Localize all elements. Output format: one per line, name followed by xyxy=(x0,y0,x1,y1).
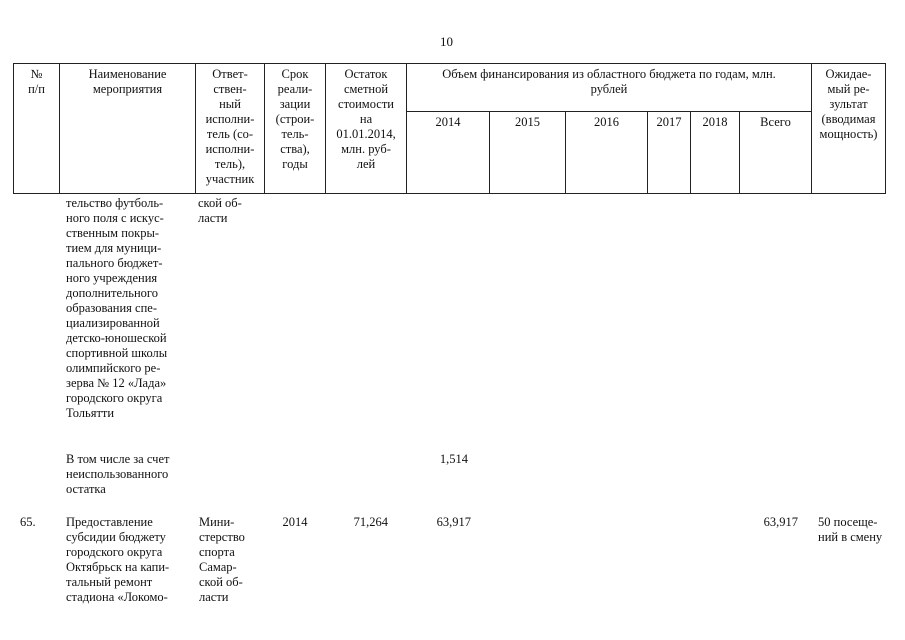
header-executor: Ответ- ствен- ный исполни- тель (со- исполни- тель), участник xyxy=(205,67,255,186)
row65-executor: Мини- стерство спорта Самар- ской об- ласти xyxy=(199,515,245,604)
header-result: Ожидае- мый ре- зультат (вводимая мощность) xyxy=(819,67,878,141)
sub-row-name: В том числе за счет неиспользованного остатка xyxy=(66,452,170,496)
header-year-2017: 2017 xyxy=(656,115,682,129)
cont-row-name: тельство футболь- ного поля с искус- ственным покры- тием для муници- пального бюджет- ного учреждения дополнительного образования спе- циализированной детско-юношеской спортивной школы олимпийского ре- зерва № 12 «Лада» городского округа Тольятти xyxy=(66,196,168,420)
header-year-2018: 2018 xyxy=(702,115,728,129)
cont-row-executor: ской об- ласти xyxy=(198,196,242,225)
row65-remaining: 71,264 xyxy=(353,515,388,529)
header-total: Всего xyxy=(760,115,791,129)
sub-row-2014: 1,514 xyxy=(439,452,468,466)
row65-2014: 63,917 xyxy=(436,515,471,529)
header-remaining: Остаток сметной стоимости на 01.01.2014, млн. руб- лей xyxy=(336,67,396,171)
header-year-2015: 2015 xyxy=(515,115,540,129)
header-funding: Объем финансирования из областного бюджета по годам, млн. рублей xyxy=(442,67,776,96)
row65-term: 2014 xyxy=(282,515,308,529)
row65-num: 65. xyxy=(20,515,36,529)
header-term: Срок реали- зации (строи- тель- ства), годы xyxy=(275,67,315,171)
row65-total: 63,917 xyxy=(763,515,798,529)
header-year-2016: 2016 xyxy=(594,115,619,129)
header-name: Наименование мероприятия xyxy=(88,67,167,96)
header-year-2014: 2014 xyxy=(435,115,461,129)
row65-result: 50 посеще- ний в смену xyxy=(818,515,883,544)
row65-name: Предоставление субсидии бюджету городского округа Октябрьск на капи- тальный ремонт стадиона «Локомо- xyxy=(66,515,170,604)
page-number: 10 xyxy=(440,34,453,49)
header-num: № п/п xyxy=(28,67,45,96)
